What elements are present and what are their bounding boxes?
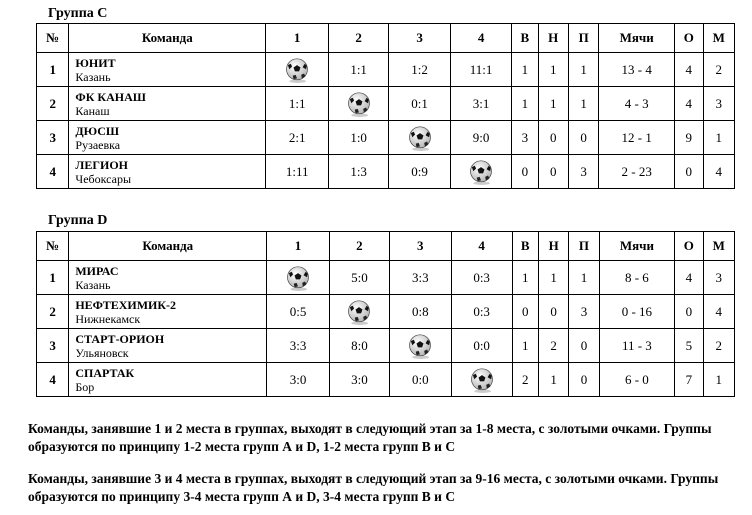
team-name: СТАРТ-ОРИОН [75,331,165,346]
wins-cell: 2 [512,363,538,397]
column-header: 4 [451,232,512,261]
team-name: ЮНИТ [75,55,116,70]
result-cell: 3:1 [451,87,512,121]
wins-cell: 1 [512,53,538,87]
team-name: ДЮСШ [75,123,120,138]
losses-cell: 3 [569,295,599,329]
note-2: Команды, занявшие 3 и 4 места в группах, выходят в следующий этап за 9-16 места, с золотыми очками. Группы образуются по принципу 3-4 места групп А и D, 3-4 места групп В и С [28,471,719,504]
team-name: ФК КАНАШ [75,89,146,104]
wins-cell: 3 [512,121,538,155]
position-cell: 3 [37,329,69,363]
column-header: О [675,232,703,261]
team-cell [69,53,266,87]
table-row [37,53,735,87]
result-cell: 2:1 [266,121,329,155]
team-city: Канаш [75,103,110,118]
result-cell: 0:0 [389,363,451,397]
result-cell: 1:0 [329,121,389,155]
soccer-ball-icon [406,124,434,152]
team-cell [69,261,267,295]
column-header: М [703,232,734,261]
wins-cell: 1 [512,87,538,121]
group-d-title: Группа D [48,213,108,228]
soccer-ball-icon [283,56,311,84]
table-row [37,87,735,121]
position-cell: 2 [37,87,69,121]
goals-cell: 8 - 6 [599,261,675,295]
result-cell: 0:8 [389,295,451,329]
points-cell: 4 [675,87,703,121]
wins-cell: 1 [512,261,538,295]
draws-cell: 1 [538,363,568,397]
team-cell [69,295,267,329]
soccer-ball-icon [467,158,495,186]
header-row [37,24,735,53]
column-header: № [37,24,69,53]
team-cell [69,121,266,155]
result-cell: 3:3 [267,329,330,363]
column-header: Н [538,232,568,261]
column-header: Команда [69,24,266,53]
points-cell: 5 [675,329,703,363]
losses-cell: 1 [568,53,598,87]
position-cell: 1 [37,261,69,295]
place-cell: 3 [703,261,734,295]
team-cell [69,363,267,397]
result-cell: 0:1 [389,87,451,121]
group-d-table [36,231,735,397]
team-name: НЕФТЕХИМИК-2 [75,297,177,312]
points-cell: 0 [675,155,703,189]
position-cell: 1 [37,53,69,87]
result-cell: 0:0 [451,329,512,363]
result-cell: 1:1 [329,53,389,87]
table-row [37,295,735,329]
draws-cell: 2 [538,329,568,363]
group-c-title: Группа C [48,6,108,21]
place-cell: 1 [703,363,734,397]
wins-cell: 1 [512,329,538,363]
soccer-ball-icon [284,264,312,292]
goals-cell: 11 - 3 [599,329,675,363]
wins-cell: 0 [512,155,538,189]
header-row [37,232,735,261]
result-cell: 3:0 [267,363,330,397]
column-header: 3 [389,24,451,53]
goals-cell: 2 - 23 [599,155,675,189]
table-row [37,121,735,155]
team-city: Нижнекамск [75,311,141,326]
column-header: Н [538,24,568,53]
team-cell [69,155,266,189]
result-cell: 5:0 [329,261,389,295]
table-row [37,261,735,295]
result-cell: 0:3 [451,261,512,295]
result-cell [389,121,451,155]
team-city: Ульяновск [75,345,129,360]
result-cell [329,295,389,329]
result-cell [389,329,451,363]
result-cell: 0:9 [389,155,451,189]
table-row [37,363,735,397]
column-header: Мячи [599,232,675,261]
column-header: М [703,24,735,53]
draws-cell: 1 [538,53,568,87]
draws-cell: 0 [538,121,568,155]
position-cell: 3 [37,121,69,155]
place-cell: 3 [703,87,735,121]
losses-cell: 3 [568,155,598,189]
group-c-table [36,23,735,189]
column-header: 1 [267,232,330,261]
team-name: СПАРТАК [75,365,135,380]
column-header: 4 [451,24,512,53]
goals-cell: 12 - 1 [599,121,675,155]
team-name: МИРАС [75,263,119,278]
result-cell: 3:3 [389,261,451,295]
losses-cell: 0 [569,363,599,397]
column-header: О [675,24,703,53]
place-cell: 4 [703,295,734,329]
result-cell [451,363,512,397]
column-header: 2 [329,232,389,261]
result-cell: 1:3 [329,155,389,189]
result-cell [266,53,329,87]
team-city: Казань [75,69,111,84]
team-city: Чебоксары [75,171,132,186]
team-name: ЛЕГИОН [75,157,129,172]
points-cell: 9 [675,121,703,155]
goals-cell: 0 - 16 [599,295,675,329]
note-1: Команды, занявшие 1 и 2 места в группах, выходят в следующий этап за 1-8 места, с золотыми очками. Группы образуются по принципу 1-2 места групп А и D, 1-2 места групп В и С [28,421,712,454]
draws-cell: 1 [538,87,568,121]
column-header: Команда [69,232,267,261]
losses-cell: 0 [569,329,599,363]
goals-cell: 13 - 4 [599,53,675,87]
points-cell: 7 [675,363,703,397]
column-header: П [568,24,598,53]
result-cell: 0:5 [267,295,330,329]
losses-cell: 1 [569,261,599,295]
column-header: Мячи [599,24,675,53]
place-cell: 2 [703,329,734,363]
soccer-ball-icon [468,366,496,394]
wins-cell: 0 [512,295,538,329]
column-header: 3 [389,232,451,261]
result-cell [267,261,330,295]
losses-cell: 0 [568,121,598,155]
soccer-ball-icon [345,298,373,326]
soccer-ball-icon [345,90,373,118]
goals-cell: 4 - 3 [599,87,675,121]
column-header: 2 [329,24,389,53]
position-cell: 4 [37,155,69,189]
result-cell [451,155,512,189]
result-cell: 11:1 [451,53,512,87]
place-cell: 1 [703,121,735,155]
result-cell: 1:1 [266,87,329,121]
table-row [37,155,735,189]
place-cell: 4 [703,155,735,189]
result-cell: 9:0 [451,121,512,155]
column-header: № [37,232,69,261]
draws-cell: 1 [538,261,568,295]
place-cell: 2 [703,53,735,87]
points-cell: 4 [675,53,703,87]
position-cell: 4 [37,363,69,397]
result-cell: 1:11 [266,155,329,189]
team-city: Казань [75,277,111,292]
result-cell: 0:3 [451,295,512,329]
team-city: Рузаевка [75,137,121,152]
team-cell [69,87,266,121]
soccer-ball-icon [406,332,434,360]
table-row [37,329,735,363]
losses-cell: 1 [568,87,598,121]
draws-cell: 0 [538,155,568,189]
draws-cell: 0 [538,295,568,329]
goals-cell: 6 - 0 [599,363,675,397]
points-cell: 0 [675,295,703,329]
points-cell: 4 [675,261,703,295]
result-cell: 3:0 [329,363,389,397]
result-cell: 8:0 [329,329,389,363]
result-cell: 1:2 [389,53,451,87]
column-header: П [569,232,599,261]
column-header: В [512,24,538,53]
result-cell [329,87,389,121]
column-header: 1 [266,24,329,53]
position-cell: 2 [37,295,69,329]
team-cell [69,329,267,363]
team-city: Бор [75,379,95,394]
column-header: В [512,232,538,261]
